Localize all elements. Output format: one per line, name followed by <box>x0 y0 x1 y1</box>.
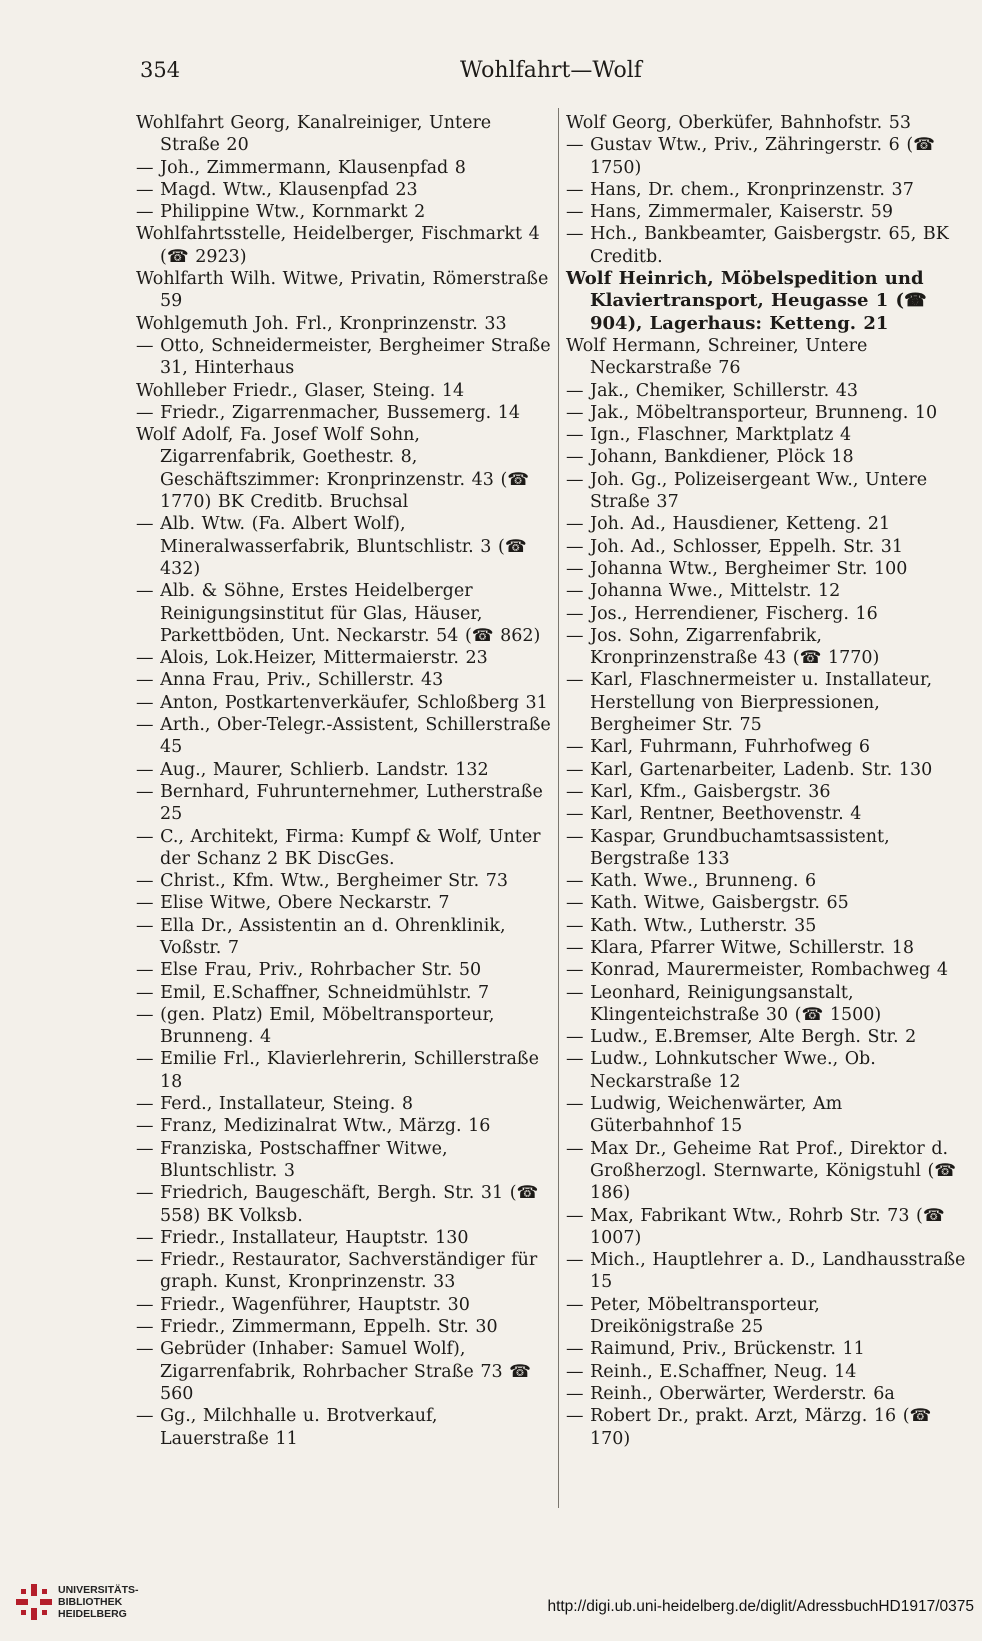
column-divider <box>558 108 559 1508</box>
directory-entry: — Reinh., E.Schaffner, Neug. 14 <box>566 1361 857 1382</box>
directory-entry: — Johann, Bankdiener, Plöck 18 <box>566 447 854 468</box>
page-header <box>140 58 962 88</box>
directory-entry: — Jos. Sohn, Zigarrenfabrik, Kronprinzenstraße 43 (☎ 1770) <box>566 625 880 669</box>
directory-entry: — Else Frau, Priv., Rohrbacher Str. 50 <box>136 960 482 981</box>
directory-entry: — Ella Dr., Assistentin an d. Ohrenklinik, Voßstr. 7 <box>136 915 506 958</box>
directory-entry: — Magd. Wtw., Klausenpfad 23 <box>136 179 418 200</box>
directory-entry: — Karl, Flaschnermeister u. Installateur, Herstellung von Bierpressionen, Bergheimer Str. 75 <box>566 670 933 736</box>
footer-bar <box>0 1568 982 1641</box>
directory-entry: — Klara, Pfarrer Witwe, Schillerstr. 18 <box>566 937 914 958</box>
running-title: Wohlfahrt—Wolf <box>460 58 642 83</box>
directory-entry: — Gebrüder (Inhaber: Samuel Wolf), Zigarrenfabrik, Rohrbacher Straße 73 ☎ 560 <box>136 1339 531 1404</box>
directory-entry: — Kath. Wtw., Lutherstr. 35 <box>566 915 817 936</box>
library-logo[interactable] <box>14 1578 144 1628</box>
directory-entry: — Ferd., Installateur, Steing. 8 <box>136 1094 414 1115</box>
directory-entry: — Hch., Bankbeamter, Gaisbergstr. 65, BK Creditb. <box>566 224 949 267</box>
directory-entry: — Ign., Flaschner, Marktplatz 4 <box>566 425 852 446</box>
logo-line: UNIVERSITÄTS- <box>58 1584 139 1596</box>
logo-line: BIBLIOTHEK <box>58 1596 123 1608</box>
directory-entry: — Joh. Gg., Polizeisergeant Ww., Untere Straße 37 <box>566 469 928 513</box>
directory-entry: — Kaspar, Grundbuchamtsassistent, Bergstraße 133 <box>566 826 890 869</box>
directory-entry: — Hans, Zimmermaler, Kaiserstr. 59 <box>566 202 894 223</box>
directory-entry: — Joh. Ad., Hausdiener, Ketteng. 21 <box>566 514 891 535</box>
directory-entry: — Bernhard, Fuhrunternehmer, Lutherstraße 25 <box>136 781 543 825</box>
directory-entry: — Max Dr., Geheime Rat Prof., Direktor d. Großherzogl. Sternwarte, Königstuhl (☎ 186) <box>566 1138 957 1204</box>
directory-entry: — Ludw., E.Bremser, Alte Bergh. Str. 2 <box>566 1027 917 1048</box>
directory-entry: — Friedr., Zimmermann, Eppelh. Str. 30 <box>136 1317 498 1338</box>
directory-entry: — Hans, Dr. chem., Kronprinzenstr. 37 <box>566 179 914 200</box>
directory-entry: — Friedrich, Baugeschäft, Bergh. Str. 31 (☎ 558) BK Volksb. <box>136 1183 539 1226</box>
directory-entry: Wolf Heinrich, Möbelspedition und Klaviertransport, Heugasse 1 (☎ 904), Lagerhaus: Ketteng. 21 <box>566 268 927 334</box>
directory-entry: — Jak., Möbeltransporteur, Brunneng. 10 <box>566 402 938 423</box>
directory-entry: — Gustav Wtw., Priv., Zähringerstr. 6 (☎ 1750) <box>566 135 935 178</box>
directory-entry: — Friedr., Installateur, Hauptstr. 130 <box>136 1227 469 1248</box>
directory-entry: — Alois, Lok.Heizer, Mittermaierstr. 23 <box>136 648 488 669</box>
directory-entry: — C., Architekt, Firma: Kumpf & Wolf, Unter der Schanz 2 BK DiscGes. <box>136 826 541 869</box>
directory-entry: Wohlfahrt Georg, Kanalreiniger, Untere Straße 20 <box>136 113 492 156</box>
directory-entry: — Otto, Schneidermeister, Bergheimer Straße 31, Hinterhaus <box>136 335 551 379</box>
directory-entry: Wolf Adolf, Fa. Josef Wolf Sohn, Zigarrenfabrik, Goethestr. 8, Geschäftszimmer: Kronprinzenstr. 43 (☎ 1770) BK Creditb. Bruchsal <box>136 425 530 513</box>
directory-entry: — Joh., Zimmermann, Klausenpfad 8 <box>136 157 466 178</box>
directory-entry: — Anton, Postkartenverkäufer, Schloßberg 31 <box>136 692 548 713</box>
directory-entry: Wolf Hermann, Schreiner, Untere Neckarstraße 76 <box>566 335 868 379</box>
left-column <box>136 112 552 1450</box>
directory-entry: — Friedr., Wagenführer, Hauptstr. 30 <box>136 1294 470 1315</box>
directory-entry: Wohlgemuth Joh. Frl., Kronprinzenstr. 33 <box>136 313 507 334</box>
directory-entry: — Johanna Wwe., Mittelstr. 12 <box>566 581 841 602</box>
directory-entry: — Friedr., Restaurator, Sachverständiger für graph. Kunst, Kronprinzenstr. 33 <box>136 1250 538 1293</box>
directory-entry: — Anna Frau, Priv., Schillerstr. 43 <box>136 670 444 691</box>
directory-entry: Wohlfarth Wilh. Witwe, Privatin, Römerstraße 59 <box>136 269 549 312</box>
directory-entry: — Max, Fabrikant Wtw., Rohrb Str. 73 (☎ 1007) <box>566 1205 945 1248</box>
directory-entry: — Kath. Wwe., Brunneng. 6 <box>566 871 817 892</box>
directory-entry: — Kath. Witwe, Gaisbergstr. 65 <box>566 893 849 914</box>
directory-entry: — Peter, Möbeltransporteur, Dreikönigstraße 25 <box>566 1294 820 1338</box>
directory-entry: — Ludw., Lohnkutscher Wwe., Ob. Neckarstraße 12 <box>566 1049 876 1092</box>
directory-entry: — Karl, Fuhrmann, Fuhrhofweg 6 <box>566 737 870 758</box>
directory-entry: — Jak., Chemiker, Schillerstr. 43 <box>566 380 858 401</box>
page-number: 354 <box>140 58 181 82</box>
directory-entry: Wohlfahrtsstelle, Heidelberger, Fischmarkt 4 (☎ 2923) <box>136 224 540 267</box>
directory-entry: — Emilie Frl., Klavierlehrerin, Schillerstraße 18 <box>136 1049 539 1092</box>
directory-entry: — Jos., Herrendiener, Fischerg. 16 <box>566 603 878 624</box>
directory-entry: — Franz, Medizinalrat Wtw., Märzg. 16 <box>136 1116 491 1137</box>
directory-entry: — Karl, Gartenarbeiter, Ladenb. Str. 130 <box>566 759 933 780</box>
right-column <box>566 112 970 1450</box>
directory-entry: — Johanna Wtw., Bergheimer Str. 100 <box>566 558 908 579</box>
directory-entry: — Joh. Ad., Schlosser, Eppelh. Str. 31 <box>566 536 904 557</box>
directory-entry: — Reinh., Oberwärter, Werderstr. 6a <box>566 1383 895 1404</box>
directory-entry: — Leonhard, Reinigungsanstalt, Klingenteichstraße 30 (☎ 1500) <box>566 982 882 1025</box>
directory-entry: — (gen. Platz) Emil, Möbeltransporteur, Brunneng. 4 <box>136 1004 495 1048</box>
directory-entry: — Gg., Milchhalle u. Brotverkauf, Lauerstraße 11 <box>136 1406 438 1449</box>
directory-entry: — Arth., Ober-Telegr.-Assistent, Schillerstraße 45 <box>136 715 551 758</box>
source-url-link[interactable]: http://digi.ub.uni-heidelberg.de/diglit/AdressbuchHD1917/0375 <box>547 1598 974 1615</box>
directory-entry: — Philippine Wtw., Kornmarkt 2 <box>136 202 426 223</box>
library-seal-icon <box>14 1582 54 1622</box>
directory-entry: — Christ., Kfm. Wtw., Bergheimer Str. 73 <box>136 871 509 892</box>
directory-entry: — Robert Dr., prakt. Arzt, Märzg. 16 (☎ 170) <box>566 1406 932 1449</box>
directory-entry: — Karl, Kfm., Gaisbergstr. 36 <box>566 781 831 802</box>
directory-entry: — Friedr., Zigarrenmacher, Bussemerg. 14 <box>136 402 520 423</box>
directory-entry: Wohlleber Friedr., Glaser, Steing. 14 <box>136 380 465 401</box>
directory-entry: — Elise Witwe, Obere Neckarstr. 7 <box>136 893 450 914</box>
directory-entry: Wolf Georg, Oberküfer, Bahnhofstr. 53 <box>566 113 912 133</box>
directory-entry: — Alb. Wtw. (Fa. Albert Wolf), Mineralwasserfabrik, Bluntschlistr. 3 (☎ 432) <box>136 514 527 579</box>
directory-entry: — Emil, E.Schaffner, Schneidmühlstr. 7 <box>136 982 490 1003</box>
directory-entry: — Franziska, Postschaffner Witwe, Bluntschlistr. 3 <box>136 1138 448 1181</box>
directory-entry: — Karl, Rentner, Beethovenstr. 4 <box>566 804 862 825</box>
directory-entry: — Konrad, Maurermeister, Rombachweg 4 <box>566 960 949 981</box>
directory-entry: — Aug., Maurer, Schlierb. Landstr. 132 <box>136 759 489 780</box>
directory-entry: — Alb. & Söhne, Erstes Heidelberger Reinigungsinstitut für Glas, Häuser, Parkettböden, Unt. Neckarstr. 54 (☎ 862) <box>136 581 541 646</box>
directory-entry: — Raimund, Priv., Brückenstr. 11 <box>566 1339 865 1360</box>
directory-entry: — Ludwig, Weichenwärter, Am Güterbahnhof 15 <box>566 1094 843 1137</box>
logo-line: HEIDELBERG <box>58 1608 127 1620</box>
library-logo-text <box>58 1584 139 1620</box>
directory-entry: — Mich., Hauptlehrer a. D., Landhausstraße 15 <box>566 1250 966 1293</box>
